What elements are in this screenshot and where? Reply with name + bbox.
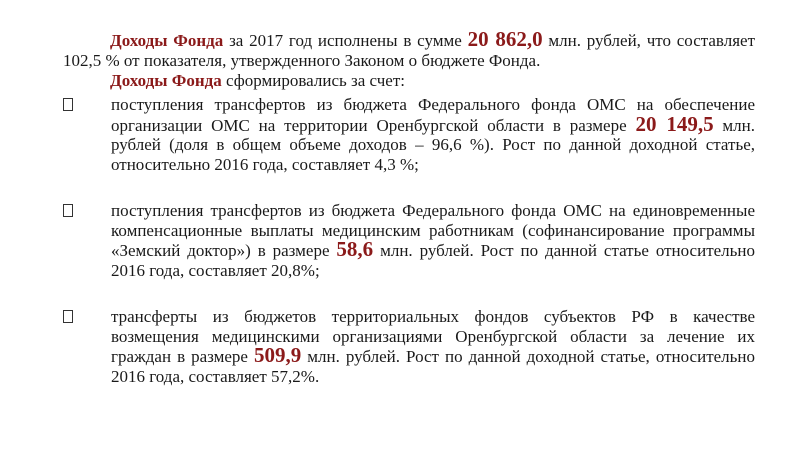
list-item	[63, 307, 755, 386]
bullet-icon	[63, 310, 73, 323]
list-item	[63, 201, 755, 280]
item-amount: 20 149,5	[635, 111, 714, 136]
item-text-b: млн. рублей. Рост по данной статье относительно 2016 года, составляет 20,8%;	[111, 241, 755, 280]
item-text-b: млн. рублей (доля в общем объеме доходов – 96,6 %). Рост по данной доходной статье, относительно 2016 года, составляет 4,3 %;	[111, 115, 756, 174]
item-text-a: трансферты из бюджетов территориальных фондов субъектов РФ в качестве возмещения медицинскими организациями Оренбургской области за лечение их граждан в размере	[111, 307, 755, 366]
intro-text-2: сформировались за счет:	[221, 71, 405, 90]
item-text-b: млн. рублей. Рост по данной доходной статье, относительно 2016 года, составляет 57,2%.	[111, 347, 755, 386]
intro-line-2	[63, 71, 755, 91]
item-text-a: поступления трансфертов из бюджета Федерального фонда ОМС на единовременные компенсационные выплаты медицинским работникам (софинансирование программы «Земский доктор») в размере	[111, 201, 755, 260]
item-amount: 509,9	[254, 343, 302, 367]
intro-paragraph	[63, 29, 755, 91]
intro-line-1	[63, 29, 755, 71]
item-text-a: поступления трансфертов из бюджета Федерального фонда ОМС на обеспечение организации ОМС на территории Оренбургской области в размере	[111, 95, 755, 135]
bullet-icon	[63, 98, 73, 111]
total-amount: 20 862,0	[467, 27, 543, 51]
bullet-icon	[63, 204, 73, 217]
list-item	[63, 95, 755, 174]
intro-text-1b: млн. рублей, что составляет 102,5 % от показателя, утвержденного Законом о бюджете Фонда.	[63, 31, 755, 70]
fund-revenue-label-2: Доходы Фонда	[110, 71, 222, 90]
intro-text-1a: за 2017 год исполнены в сумме	[223, 31, 468, 50]
revenue-sources-list	[63, 95, 755, 410]
fund-revenue-label: Доходы Фонда	[110, 31, 224, 50]
item-amount: 58,6	[336, 237, 374, 261]
